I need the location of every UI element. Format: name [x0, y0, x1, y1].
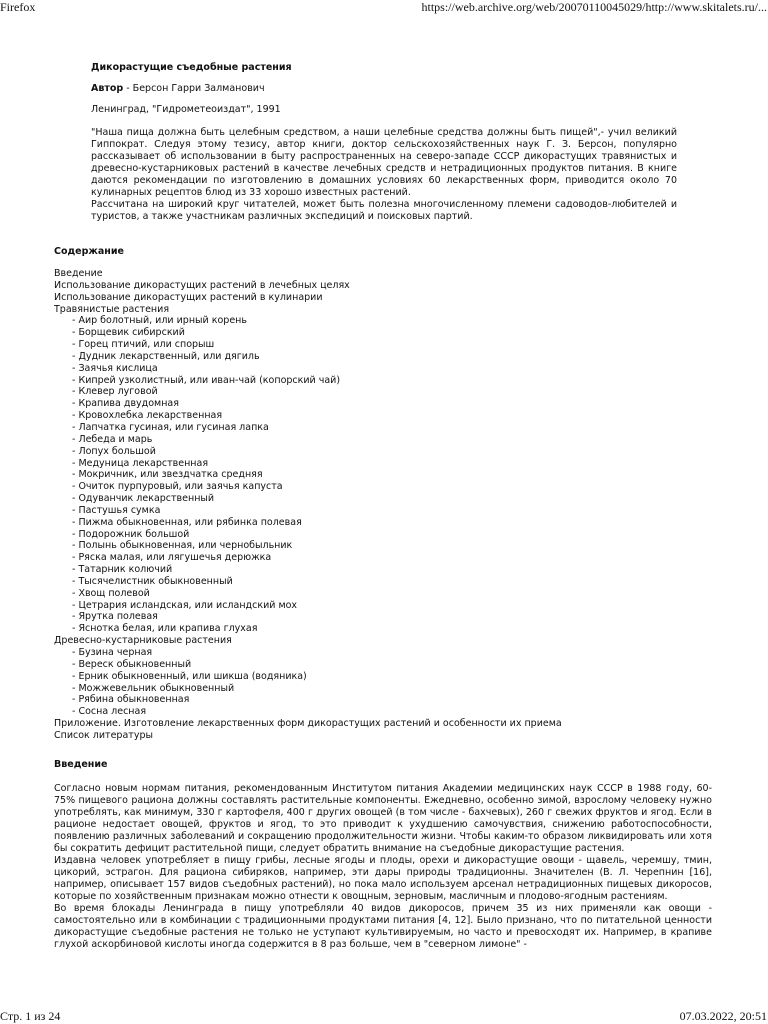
toc-link[interactable]: Древесно-кустарниковые растения	[54, 635, 232, 647]
toc-link[interactable]: - Пастушья сумка	[72, 504, 161, 516]
toc-link[interactable]: - Можжевельник обыкновенный	[72, 682, 235, 694]
body-paragraph: Издавна человек употребляет в пищу грибы, лесные ягоды и плоды, орехи и дикорастущие овощи - щавель, черемшу, тмин, цикорий, эстрагон. Для рациона сибиряков, например, эти дары природы традиционны. Значителен (В. Л. Черепнин [16], например, описывает 157 видов съедобных растений), но пока мало используем арсенал нетрадиционных пищевых дикоросов, которые по хозяйственным признакам можно отнести к овощным, зерновым, масличным и плодово-ягодным растениям.	[54, 855, 712, 902]
toc-link[interactable]: - Вереск обыкновенный	[72, 658, 192, 670]
toc-link[interactable]: - Бузина черная	[72, 647, 153, 658]
toc-link[interactable]: - Хвощ полевой	[72, 587, 150, 599]
toc-link[interactable]: - Полынь обыкновенная, или чернобыльник	[72, 540, 293, 552]
toc-link[interactable]: - Лопух большой	[72, 445, 156, 457]
toc-link[interactable]: - Клевер луговой	[72, 386, 158, 398]
toc-link[interactable]: - Сосна лесная	[72, 706, 147, 718]
print-footer	[0, 1008, 768, 1024]
toc-link[interactable]: - Подорожник большой	[72, 528, 190, 540]
toc-link[interactable]: - Лебеда и марь	[72, 433, 153, 445]
toc-link[interactable]: - Тысячелистник обыкновенный	[72, 575, 233, 587]
toc-link[interactable]: - Заячья кислица	[72, 362, 158, 374]
intro-block	[91, 127, 677, 223]
toc-link[interactable]: - Лапчатка гусиная, или гусиная лапка	[72, 421, 269, 433]
publisher-line: Ленинград, "Гидрометеоиздат", 1991	[91, 104, 281, 115]
toc-heading: Содержание	[54, 246, 124, 257]
toc-link[interactable]: - Ряска малая, или лягушечья дерюжка	[72, 552, 272, 564]
author-line	[91, 83, 265, 94]
print-datetime: 07.03.2022, 20:51	[679, 1009, 767, 1023]
toc-link[interactable]: - Кипрей узколистный, или иван-чай (копорский чай)	[72, 374, 341, 386]
body-paragraph: Во время блокады Ленинграда в пищу употребляли 40 видов дикоросов, причем 35 из них применяли как овощи - самостоятельно или в комбинации с традиционными продуктами питания [4, 12]. Было признано, что по питательной ценности дикорастущие съедобные растения не только не уступают культивируемым, но часто и превосходят их. Например, в крапиве глухой аскорбиновой кислоты иногда содержится в 8 раз больше, чем в "северном лимоне" -	[54, 903, 712, 950]
intro-paragraph: "Наша пища должна быть целебным средством, а наши целебные средства должны быть пищей",- учил великий Гиппократ. Следуя этому тезису, автор книги, доктор сельскохозяйственных наук Г. З. Берсон, популярно рассказывает об использовании в быту распространенных на северо-западе СССР дикорастущих травянистых и древесно-кустарниковых растений в качестве лечебных средств и нетрадиционных продуктов питания. В книге даются рекомендации по изготовлению в домашних условиях 60 лекарственных форм, приводится около 70 кулинарных рецептов блюд из 33 хорошо известных растений.	[91, 127, 677, 198]
author-label: Автор	[91, 83, 124, 94]
table-of-contents	[54, 268, 562, 742]
toc-link[interactable]: Использование дикорастущих растений в лечебных целях	[54, 279, 350, 291]
toc-link[interactable]: Травянистые растения	[54, 303, 170, 315]
print-header	[0, 0, 768, 16]
toc-link[interactable]: - Горец птичий, или спорыш	[72, 339, 215, 351]
document-title: Дикорастущие съедобные растения	[91, 62, 292, 73]
toc-link[interactable]: - Цетрария исландская, или исландский мох	[72, 599, 298, 611]
toc-link[interactable]: - Рябина обыкновенная	[72, 694, 190, 706]
intro-paragraph: Рассчитана на широкий круг читателей, может быть полезна многочисленному племени садоводов-любителей и туристов, а также участникам различных экспедиций и поисковых партий.	[91, 199, 677, 222]
toc-link[interactable]: - Аир болотный, или ирный корень	[72, 315, 247, 327]
toc-link[interactable]: Список литературы	[54, 729, 153, 741]
page-url[interactable]: https://web.archive.org/web/20070110045029/http://www.skitalets.ru/...	[421, 0, 767, 14]
author-name: - Берсон Гарри Залманович	[123, 83, 265, 94]
toc-link[interactable]: - Кровохлебка лекарственная	[72, 410, 223, 422]
toc-link[interactable]: - Пижма обыкновенная, или рябинка полевая	[72, 516, 302, 528]
toc-link[interactable]: - Борщевик сибирский	[72, 327, 185, 339]
toc-link[interactable]: - Дудник лекарственный, или дягиль	[72, 350, 260, 362]
toc-link[interactable]: - Ерник обыкновенный, или шикша (водяника)	[72, 670, 307, 682]
toc-link[interactable]: - Одуванчик лекарственный	[72, 493, 215, 505]
section-body	[54, 783, 712, 951]
browser-name: Firefox	[0, 0, 36, 14]
toc-link[interactable]: - Татарник колючий	[72, 564, 173, 576]
body-paragraph: Согласно новым нормам питания, рекомендованным Институтом питания Академии медицинских наук СССР в 1988 году, 60-75% пищевого рациона должны составлять растительные компоненты. Ежедневно, особенно зимой, взрослому человеку нужно употреблять, как минимум, 330 г картофеля, 400 г других овощей (в том числе - бахчевых), 260 г свежих фруктов и ягод. Если в рационе недостает овощей, фруктов и ягод, то это приводит к ухудшению самочувствия, снижению работоспособности, появлению различных заболеваний и сокращению продолжительности жизни. Чтобы каким-то образом ликвидировать или хотя бы сократить дефицит растительной пищи, следует обратить внимание на съедобные дикорастущие растения.	[54, 783, 712, 854]
toc-link[interactable]: - Очиток пурпуровый, или заячья капуста	[72, 481, 283, 493]
toc-link[interactable]: - Медуница лекарственная	[72, 457, 209, 469]
toc-link[interactable]: - Ярутка полевая	[72, 611, 158, 623]
toc-link[interactable]: Введение	[54, 268, 103, 279]
toc-link[interactable]: - Яснотка белая, или крапива глухая	[72, 623, 258, 635]
page-counter: Стр. 1 из 24	[0, 1009, 61, 1023]
section-heading: Введение	[54, 759, 108, 770]
toc-link[interactable]: Приложение. Изготовление лекарственных форм дикорастущих растений и особенности их приема	[54, 718, 562, 730]
toc-link[interactable]: Использование дикорастущих растений в кулинарии	[54, 291, 323, 303]
toc-link[interactable]: - Мокричник, или звездчатка средняя	[72, 469, 263, 481]
toc-link[interactable]: - Крапива двудомная	[72, 398, 179, 410]
